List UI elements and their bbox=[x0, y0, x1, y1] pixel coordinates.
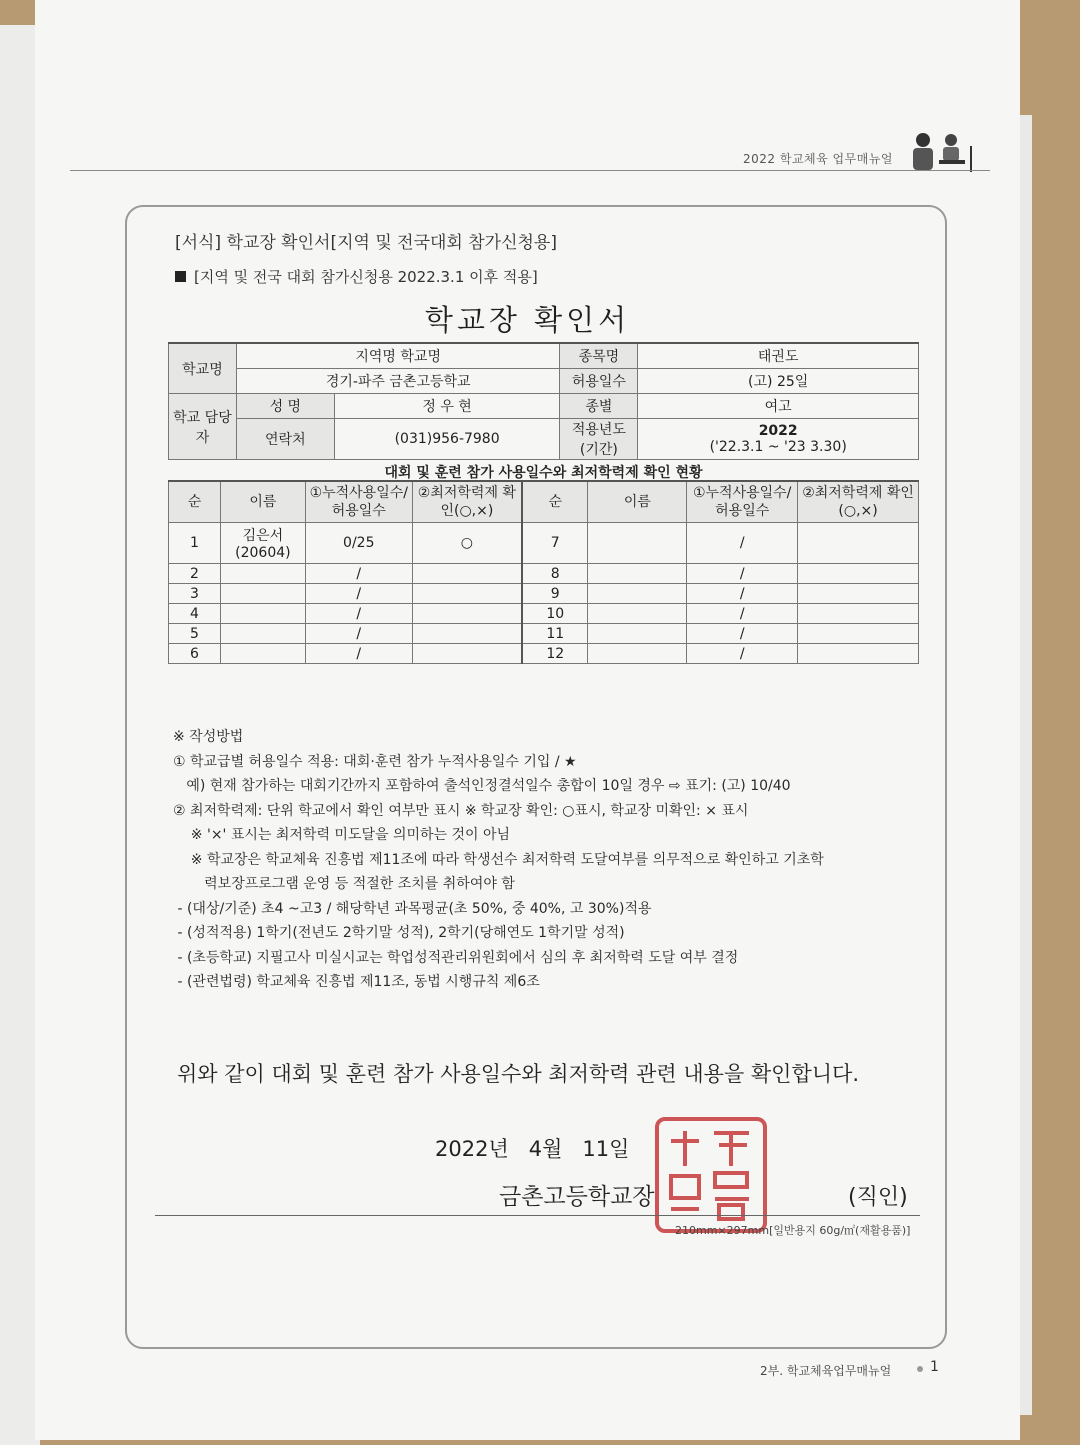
apply-year-value: 2022 bbox=[758, 423, 798, 439]
manager-label: 학교 담당자 bbox=[169, 394, 237, 460]
document-title: 학교장 확인서 bbox=[424, 303, 631, 337]
instruction-line: ① 학교급별 허용일수 적용: 대회·훈련 참가 누적사용일수 기입 / ★ bbox=[173, 753, 577, 770]
name-value: 정 우 현 bbox=[334, 394, 560, 419]
form-subtitle bbox=[175, 266, 538, 287]
row-min bbox=[798, 523, 919, 564]
document-page bbox=[35, 0, 1020, 1440]
row-min bbox=[798, 624, 919, 644]
school-label: 학교명 bbox=[169, 343, 237, 394]
sport-value: 태권도 bbox=[638, 343, 919, 369]
row-name bbox=[220, 644, 305, 664]
col-used-left: ①누적사용일수/ 허용일수 bbox=[305, 481, 412, 523]
seal-pattern-icon bbox=[659, 1121, 763, 1229]
category-value: 여고 bbox=[638, 394, 919, 419]
row-min bbox=[412, 564, 522, 584]
school-info-table bbox=[168, 342, 919, 460]
row-no: 9 bbox=[522, 584, 588, 604]
school-region-header: 지역명 학교명 bbox=[236, 343, 560, 369]
instruction-line: ※ 작성방법 bbox=[173, 729, 244, 745]
contact-value: (031)956-7980 bbox=[334, 419, 560, 460]
row-used: / bbox=[687, 584, 798, 604]
table-row bbox=[169, 584, 919, 604]
row-name bbox=[220, 604, 305, 624]
col-no-left: 순 bbox=[169, 481, 221, 523]
table-row bbox=[169, 523, 919, 564]
table-row bbox=[169, 604, 919, 624]
row-min bbox=[798, 564, 919, 584]
issuer-name: 금촌고등학교장 bbox=[499, 1184, 655, 1210]
instruction-line: ② 최저학력제: 단위 학교에서 확인 여부만 표시 ※ 학교장 확인: ○표시, 학교장 미확인: × 표시 bbox=[173, 802, 749, 819]
paper-spec: 210mm×297mm[일반용지 60g/㎡(재활용품)] bbox=[675, 1224, 911, 1237]
row-no: 3 bbox=[169, 584, 221, 604]
row-no: 1 bbox=[169, 523, 221, 564]
row-min bbox=[798, 604, 919, 624]
instruction-line: - (초등학교) 지필고사 미실시교는 학업성적관리위원회에서 심의 후 최저학력 도달 여부 결정 bbox=[173, 949, 739, 966]
form-label: [서식] 학교장 확인서[지역 및 전국대회 참가신청용] bbox=[175, 233, 557, 253]
page-number: 1 bbox=[930, 1359, 939, 1375]
row-no: 2 bbox=[169, 564, 221, 584]
instruction-line: ※ 학교장은 학교체육 진흥법 제11조에 따라 학생선수 최저학력 도달여부를 의무적으로 확인하고 기초학 bbox=[173, 851, 824, 868]
col-name-left: 이름 bbox=[220, 481, 305, 523]
row-no: 11 bbox=[522, 624, 588, 644]
footer-dot-icon bbox=[917, 1366, 923, 1372]
row-used: / bbox=[305, 644, 412, 664]
row-used: / bbox=[687, 624, 798, 644]
name-label: 성 명 bbox=[236, 394, 334, 419]
row-min bbox=[798, 584, 919, 604]
row-min bbox=[798, 644, 919, 664]
row-name bbox=[220, 624, 305, 644]
subtitle-text: [지역 및 전국 대회 참가신청용 2022.3.1 이후 적용] bbox=[194, 268, 538, 286]
row-used: / bbox=[305, 624, 412, 644]
apply-year-cell bbox=[638, 419, 919, 460]
square-bullet-icon bbox=[175, 271, 186, 282]
row-no: 8 bbox=[522, 564, 588, 584]
confirmation-statement: 위와 같이 대회 및 훈련 참가 사용일수와 최저학력 관련 내용을 확인합니다. bbox=[177, 1062, 860, 1086]
students-illustration-icon bbox=[905, 128, 975, 172]
row-name bbox=[588, 624, 687, 644]
row-name bbox=[220, 584, 305, 604]
contact-label: 연락처 bbox=[236, 419, 334, 460]
col-name-right: 이름 bbox=[588, 481, 687, 523]
row-used: / bbox=[305, 584, 412, 604]
row-min bbox=[412, 644, 522, 664]
row-name bbox=[588, 564, 687, 584]
background-sheet-left bbox=[0, 25, 40, 1445]
row-name bbox=[588, 523, 687, 564]
row-used: / bbox=[687, 523, 798, 564]
issue-date: 2022년 4월 11일 bbox=[435, 1137, 630, 1161]
instructions bbox=[173, 725, 913, 995]
row-used: / bbox=[305, 564, 412, 584]
row-no: 12 bbox=[522, 644, 588, 664]
instruction-line: - (대상/기준) 초4 ~고3 / 해당학년 과목평균(초 50%, 중 40%, 고 30%)적용 bbox=[173, 900, 652, 917]
category-label: 종별 bbox=[560, 394, 638, 419]
row-name bbox=[588, 584, 687, 604]
instruction-line: ※ '×' 표시는 최저학력 미도달을 의미하는 것이 아님 bbox=[173, 827, 511, 843]
row-min bbox=[412, 624, 522, 644]
row-no: 6 bbox=[169, 644, 221, 664]
col-min-left: ②최저학력제 확인(○,×) bbox=[412, 481, 522, 523]
instruction-line: - (관련법령) 학교체육 진흥법 제11조, 동법 시행규칙 제6조 bbox=[173, 974, 540, 990]
allowed-days-label: 허용일수 bbox=[560, 369, 638, 394]
footer-rule bbox=[155, 1215, 920, 1216]
row-name bbox=[588, 604, 687, 624]
table-row bbox=[169, 644, 919, 664]
scores-table bbox=[168, 480, 919, 664]
apply-period-value: ('22.3.1 ~ '23 3.30) bbox=[709, 439, 847, 455]
row-no: 5 bbox=[169, 624, 221, 644]
row-used: / bbox=[687, 644, 798, 664]
col-no-right: 순 bbox=[522, 481, 588, 523]
instruction-line: 예) 현재 참가하는 대회기간까지 포함하여 출석인정결석일수 총합이 10일 경우 ⇨ 표기: (고) 10/40 bbox=[173, 778, 791, 794]
row-no: 10 bbox=[522, 604, 588, 624]
row-min: ○ bbox=[412, 523, 522, 564]
school-value: 경기-파주 금촌고등학교 bbox=[236, 369, 560, 394]
row-name bbox=[220, 564, 305, 584]
instruction-line: 력보장프로그램 운영 등 적절한 조치를 취하여야 함 bbox=[173, 876, 515, 892]
row-min bbox=[412, 604, 522, 624]
row-name bbox=[588, 644, 687, 664]
table-row bbox=[169, 624, 919, 644]
apply-year-label: 적용년도 (기간) bbox=[560, 419, 638, 460]
header-rule bbox=[70, 170, 990, 171]
col-used-right: ①누적사용일수/ 허용일수 bbox=[687, 481, 798, 523]
row-name: 김은서 (20604) bbox=[220, 523, 305, 564]
footer-section: 2부. 학교체육업무매뉴얼 bbox=[760, 1364, 892, 1378]
row-min bbox=[412, 584, 522, 604]
scores-caption: 대회 및 훈련 참가 사용일수와 최저학력제 확인 현황 bbox=[384, 465, 703, 481]
manual-header-title: 2022 학교체육 업무매뉴얼 bbox=[743, 152, 893, 166]
col-min-right: ②최저학력제 확인(○,×) bbox=[798, 481, 919, 523]
row-no: 7 bbox=[522, 523, 588, 564]
table-row bbox=[169, 564, 919, 584]
row-used: / bbox=[687, 564, 798, 584]
row-used: 0/25 bbox=[305, 523, 412, 564]
row-used: / bbox=[687, 604, 798, 624]
sport-label: 종목명 bbox=[560, 343, 638, 369]
allowed-days-value: (고) 25일 bbox=[638, 369, 919, 394]
instruction-line: - (성적적용) 1학기(전년도 2학기말 성적), 2학기(당해연도 1학기말 성적) bbox=[173, 925, 625, 941]
row-used: / bbox=[305, 604, 412, 624]
row-no: 4 bbox=[169, 604, 221, 624]
seal-label: (직인) bbox=[848, 1185, 908, 1210]
